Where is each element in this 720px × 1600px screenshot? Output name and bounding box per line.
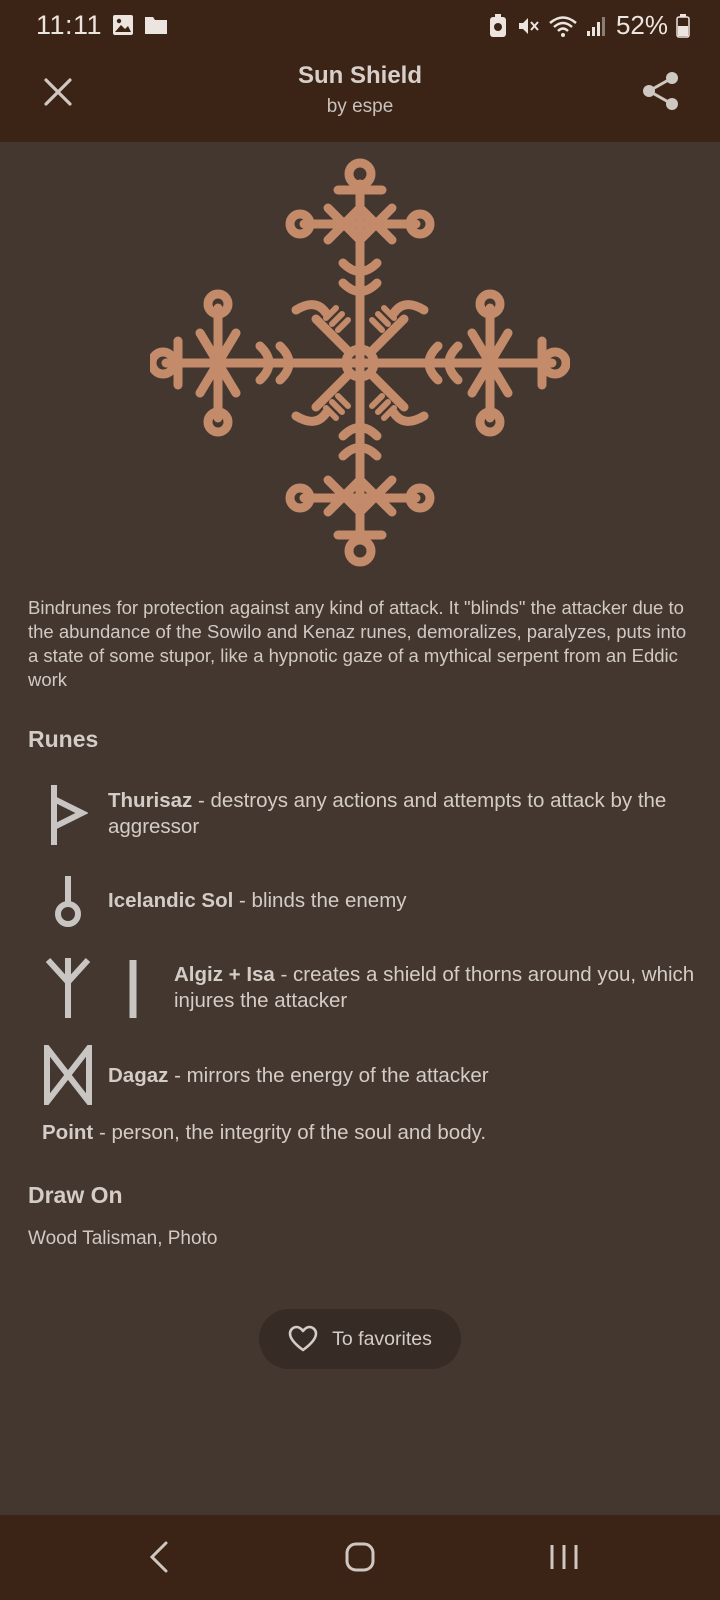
rune-name: Thurisaz [108,789,193,812]
recent-apps-icon[interactable] [544,1537,584,1577]
heart-icon [288,1325,318,1353]
folder-notification-icon [144,14,168,36]
signal-icon [586,14,608,38]
bindrune-symbol-image [150,158,570,568]
share-icon[interactable] [640,70,682,112]
battery-icon [676,14,690,38]
rune-description: - blinds the enemy [233,889,407,912]
rune-name: Dagaz [108,1064,169,1087]
rune-name: Algiz + Isa [174,963,275,986]
dagaz-rune-icon [44,1045,92,1105]
rune-description: - creates a shield of thorns around you, which injures the attacker [174,963,695,1012]
draw-on-value: Wood Talisman, Photo [28,1228,218,1249]
battery-percent: 52% [615,10,668,40]
to-favorites-label: To favorites [332,1327,432,1350]
status-time: 11:11 [36,10,103,40]
thurisaz-rune-icon [48,783,88,847]
algiz-isa-rune-icon [44,956,154,1020]
image-notification-icon [112,14,134,36]
page-title: Sun Shield [297,62,422,89]
home-icon[interactable] [340,1537,380,1577]
status-bar [0,0,720,52]
runes-section-title: Runes [28,726,99,752]
rune-description: - destroys any actions and attempts to attack by the aggressor [108,789,667,838]
back-icon[interactable] [140,1537,180,1577]
rune-description: - person, the integrity of the soul and body. [93,1121,487,1144]
system-nav-bar [0,1515,720,1600]
rune-name: Point [42,1121,94,1144]
to-favorites-button[interactable] [259,1309,461,1369]
battery-saver-icon [488,13,508,39]
rune-name: Icelandic Sol [108,889,234,912]
rune-description: - mirrors the energy of the attacker [168,1064,489,1087]
description-text: Bindrunes for protection against any kind of attack. It "blinds" the attacker due to the abundance of the Sowilo and Kenaz runes, demoralizes, paralyzes, puts into a state of some stupor, like a hypnotic gaze of a mythical serpent from an Eddic work [28,597,687,690]
draw-on-section-title: Draw On [28,1182,123,1208]
author-label: by espe [326,96,394,117]
app-header [0,52,720,142]
wifi-icon [548,14,578,38]
icelandic-sol-rune-icon [50,874,86,930]
mute-icon [516,14,540,38]
